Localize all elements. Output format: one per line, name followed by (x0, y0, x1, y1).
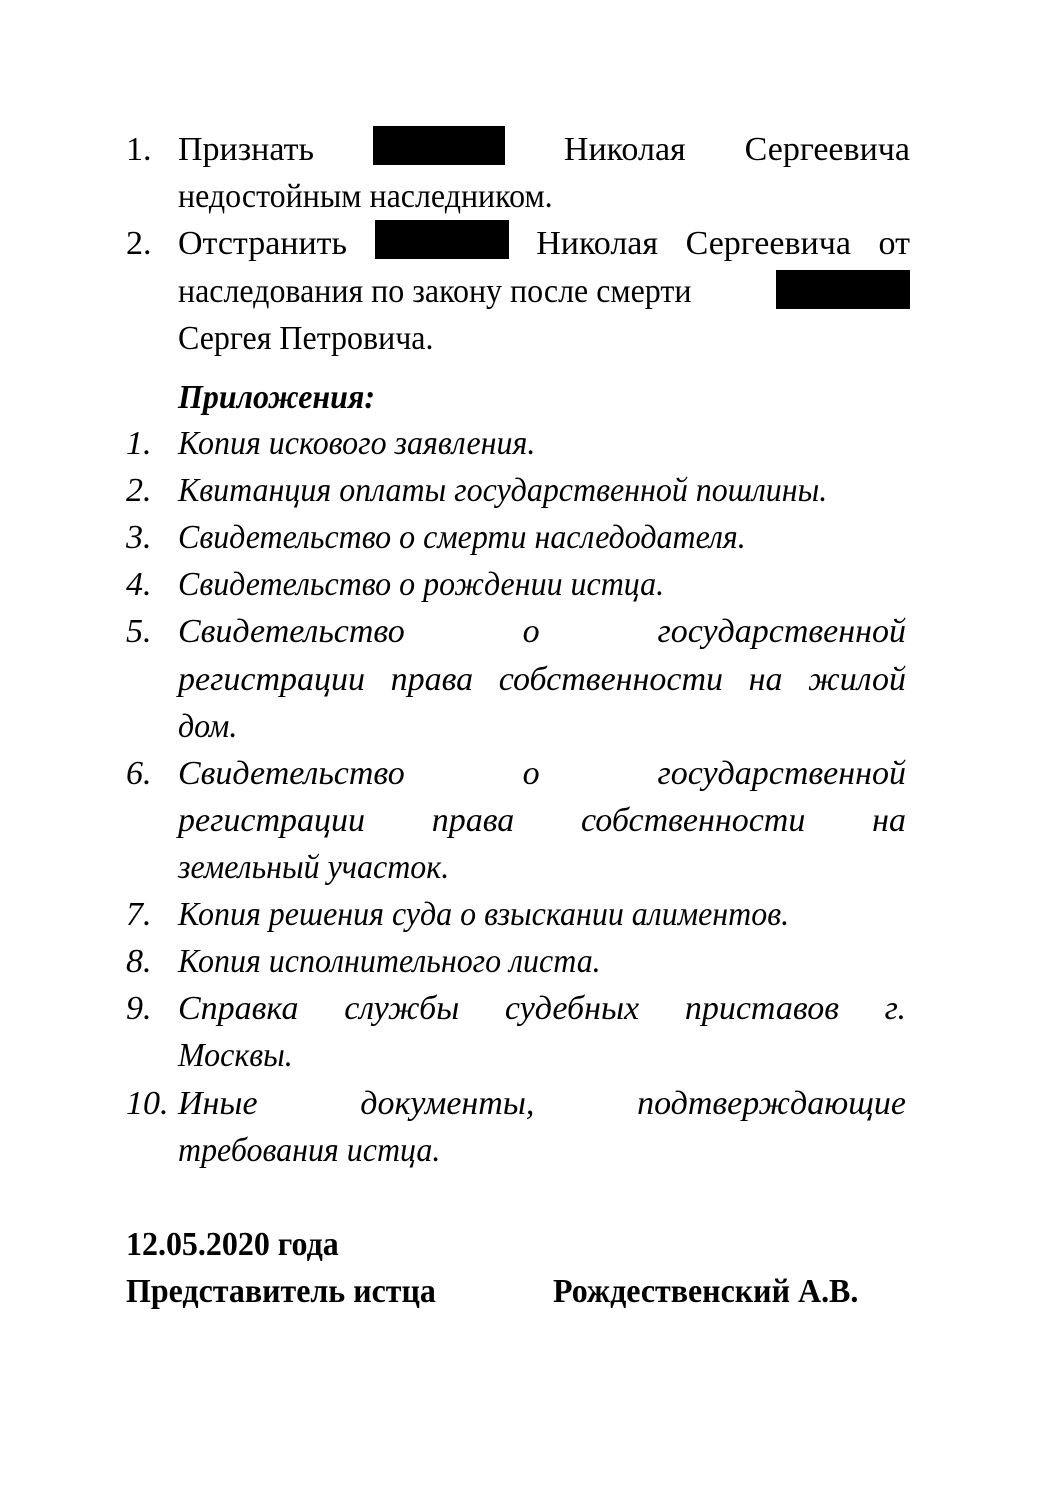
attachment-item-5-line1 (178, 608, 906, 655)
attachment-item-9-line1 (178, 985, 906, 1032)
attachment-item-10-line1 (178, 1080, 906, 1127)
attachment-number: 7. (126, 896, 152, 933)
word: судебных (504, 990, 640, 1027)
attachment-item-3: Свидетельство о смерти наследодателя. (178, 519, 746, 556)
word: документы, (360, 1085, 535, 1122)
petition-item-1-line1 (178, 126, 910, 173)
attachment-item-8: Копия исполнительного листа. (178, 943, 601, 980)
word: государственной (657, 755, 906, 792)
word: службы (344, 990, 460, 1027)
redacted-surname (776, 270, 910, 309)
word: права (390, 661, 474, 698)
word: права (431, 802, 515, 839)
attachment-number: 6. (126, 755, 152, 792)
word: Сергеевича (744, 131, 910, 168)
word: на (748, 661, 783, 698)
attachment-item-5-line3: дом. (178, 708, 238, 745)
attachment-item-6-line1 (178, 750, 906, 797)
word: Справка (178, 990, 299, 1027)
attachment-item-10-line2: требования истца. (178, 1132, 441, 1169)
petition-item-2-line2: наследования по закону после смерти (178, 273, 692, 310)
attachment-item-6-line3: земельный участок. (178, 849, 450, 886)
word: Сергеевича (685, 225, 851, 262)
attachment-item-5-line2 (178, 656, 906, 703)
word: Отстранить (178, 225, 348, 262)
signature-date: 12.05.2020 года (126, 1226, 339, 1263)
word: о (522, 755, 540, 792)
petition-item-1-line2: недостойным наследником. (178, 178, 553, 215)
attachment-item-2: Квитанция оплаты государственной пошлины. (178, 472, 828, 509)
word: собственности (498, 661, 724, 698)
word: г. (884, 990, 906, 1027)
redacted-surname (375, 220, 509, 259)
attachments-heading: Приложения: (178, 379, 376, 416)
petition-number-2: 2. (126, 225, 152, 262)
word: регистрации (178, 661, 365, 698)
attachment-number: 9. (126, 990, 152, 1027)
attachment-number: 1. (126, 425, 152, 462)
petition-item-2-line1 (178, 220, 910, 267)
word: на (872, 802, 906, 839)
attachment-number: 10. (126, 1085, 169, 1122)
word: Николая (536, 225, 659, 262)
word: Свидетельство (178, 755, 405, 792)
word: подтверждающие (637, 1085, 906, 1122)
attachment-number: 5. (126, 613, 152, 650)
attachment-number: 4. (126, 566, 152, 603)
word: государственной (657, 613, 906, 650)
attachment-item-7: Копия решения суда о взыскании алиментов. (178, 896, 790, 933)
word: собственности (581, 802, 806, 839)
word: регистрации (178, 802, 365, 839)
attachment-number: 2. (126, 472, 152, 509)
word: от (878, 225, 910, 262)
attachment-item-4: Свидетельство о рождении истца. (178, 566, 665, 603)
word: о (522, 613, 540, 650)
redacted-surname (373, 126, 505, 165)
word: Иные (178, 1085, 258, 1122)
attachment-item-1: Копия искового заявления. (178, 425, 536, 462)
word: Свидетельство (178, 613, 405, 650)
word: Признать (178, 131, 314, 168)
attachment-number: 3. (126, 519, 152, 556)
word: приставов (684, 990, 839, 1027)
attachment-item-9-line2: Москвы. (178, 1037, 293, 1074)
petition-item-2-line3: Сергея Петровича. (178, 320, 434, 357)
word: жилой (808, 661, 906, 698)
attachment-number: 8. (126, 943, 152, 980)
petition-number-1: 1. (126, 131, 152, 168)
signature-name: Рождественский А.В. (553, 1273, 859, 1310)
attachment-item-6-line2 (178, 797, 906, 844)
word: Николая (563, 131, 686, 168)
signature-role: Представитель истца (126, 1273, 436, 1310)
